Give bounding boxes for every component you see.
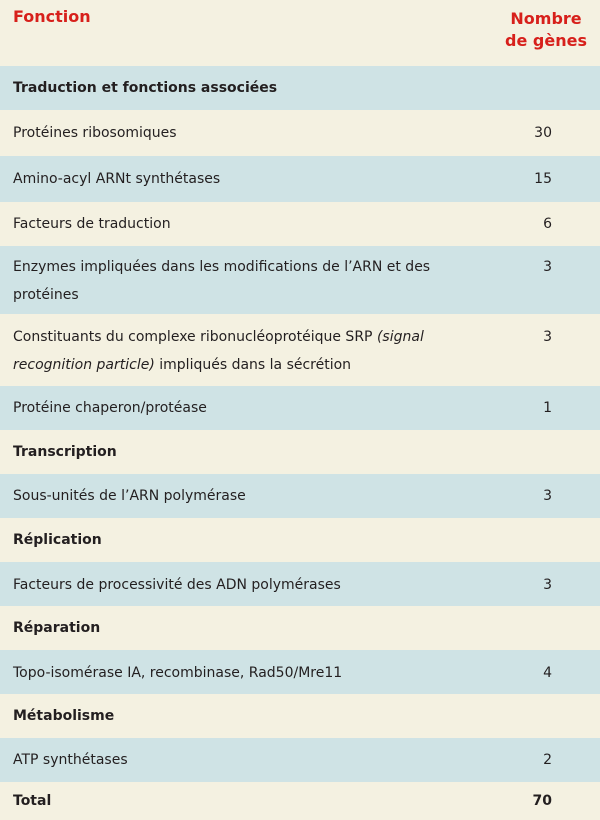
row-count: 4 — [543, 665, 552, 681]
table-row — [0, 474, 600, 518]
table-row — [0, 202, 600, 246]
table-row — [0, 738, 600, 782]
table-row — [0, 562, 600, 606]
row-count: 3 — [543, 329, 552, 345]
section-row-translation — [0, 66, 600, 110]
row-label: Facteurs de processivité des ADN polymérases — [13, 577, 341, 593]
table-row — [0, 386, 600, 430]
row-label-italic: (signal — [376, 329, 424, 345]
row-label: Sous-unités de l’ARN polymérase — [13, 488, 246, 504]
table-header — [0, 0, 600, 66]
section-row-metabolism — [0, 694, 600, 738]
table-row — [0, 110, 600, 156]
row-count: 1 — [543, 400, 552, 416]
table-row — [0, 650, 600, 694]
row-label — [13, 253, 510, 309]
row-label: ATP synthétases — [13, 752, 128, 768]
row-count: 15 — [534, 171, 552, 187]
header-function: Fonction — [13, 7, 91, 26]
row-label: Facteurs de traduction — [13, 216, 171, 232]
row-label-line2: protéines — [13, 287, 79, 303]
section-label: Réparation — [13, 620, 101, 636]
table-row — [0, 314, 600, 386]
section-label: Réplication — [13, 532, 102, 548]
section-label: Transcription — [13, 444, 117, 460]
header-gene-count — [505, 8, 587, 52]
table-row — [0, 246, 600, 314]
row-label: Topo-isomérase IA, recombinase, Rad50/Mre11 — [13, 665, 343, 681]
header-gene-count-line1: Nombre — [510, 9, 582, 28]
row-label-line1: Enzymes impliquées dans les modifications de l’ARN et des — [13, 259, 431, 275]
row-count: 2 — [543, 752, 552, 768]
section-row-transcription — [0, 430, 600, 474]
row-label: Protéine chaperon/protéase — [13, 400, 207, 416]
row-label: Amino-acyl ARNt synthétases — [13, 171, 221, 187]
row-label-text: Constituants du complexe ribonucléoprotéique SRP — [13, 329, 377, 345]
row-count: 3 — [543, 488, 552, 504]
row-label-text: impliqués dans la sécrétion — [154, 357, 352, 373]
total-row — [0, 782, 600, 820]
total-count: 70 — [532, 793, 552, 809]
row-count: 3 — [543, 259, 552, 275]
section-row-repair — [0, 606, 600, 650]
total-label: Total — [13, 793, 52, 809]
row-label-italic: recognition particle) — [13, 357, 155, 373]
section-label: Métabolisme — [13, 708, 115, 724]
table-row — [0, 156, 600, 202]
row-label: Protéines ribosomiques — [13, 125, 177, 141]
header-gene-count-line2: de gènes — [505, 31, 587, 50]
row-count: 6 — [543, 216, 552, 232]
section-label: Traduction et fonctions associées — [13, 80, 278, 96]
row-count: 3 — [543, 577, 552, 593]
section-row-replication — [0, 518, 600, 562]
row-count: 30 — [534, 125, 552, 141]
row-label — [13, 323, 510, 379]
